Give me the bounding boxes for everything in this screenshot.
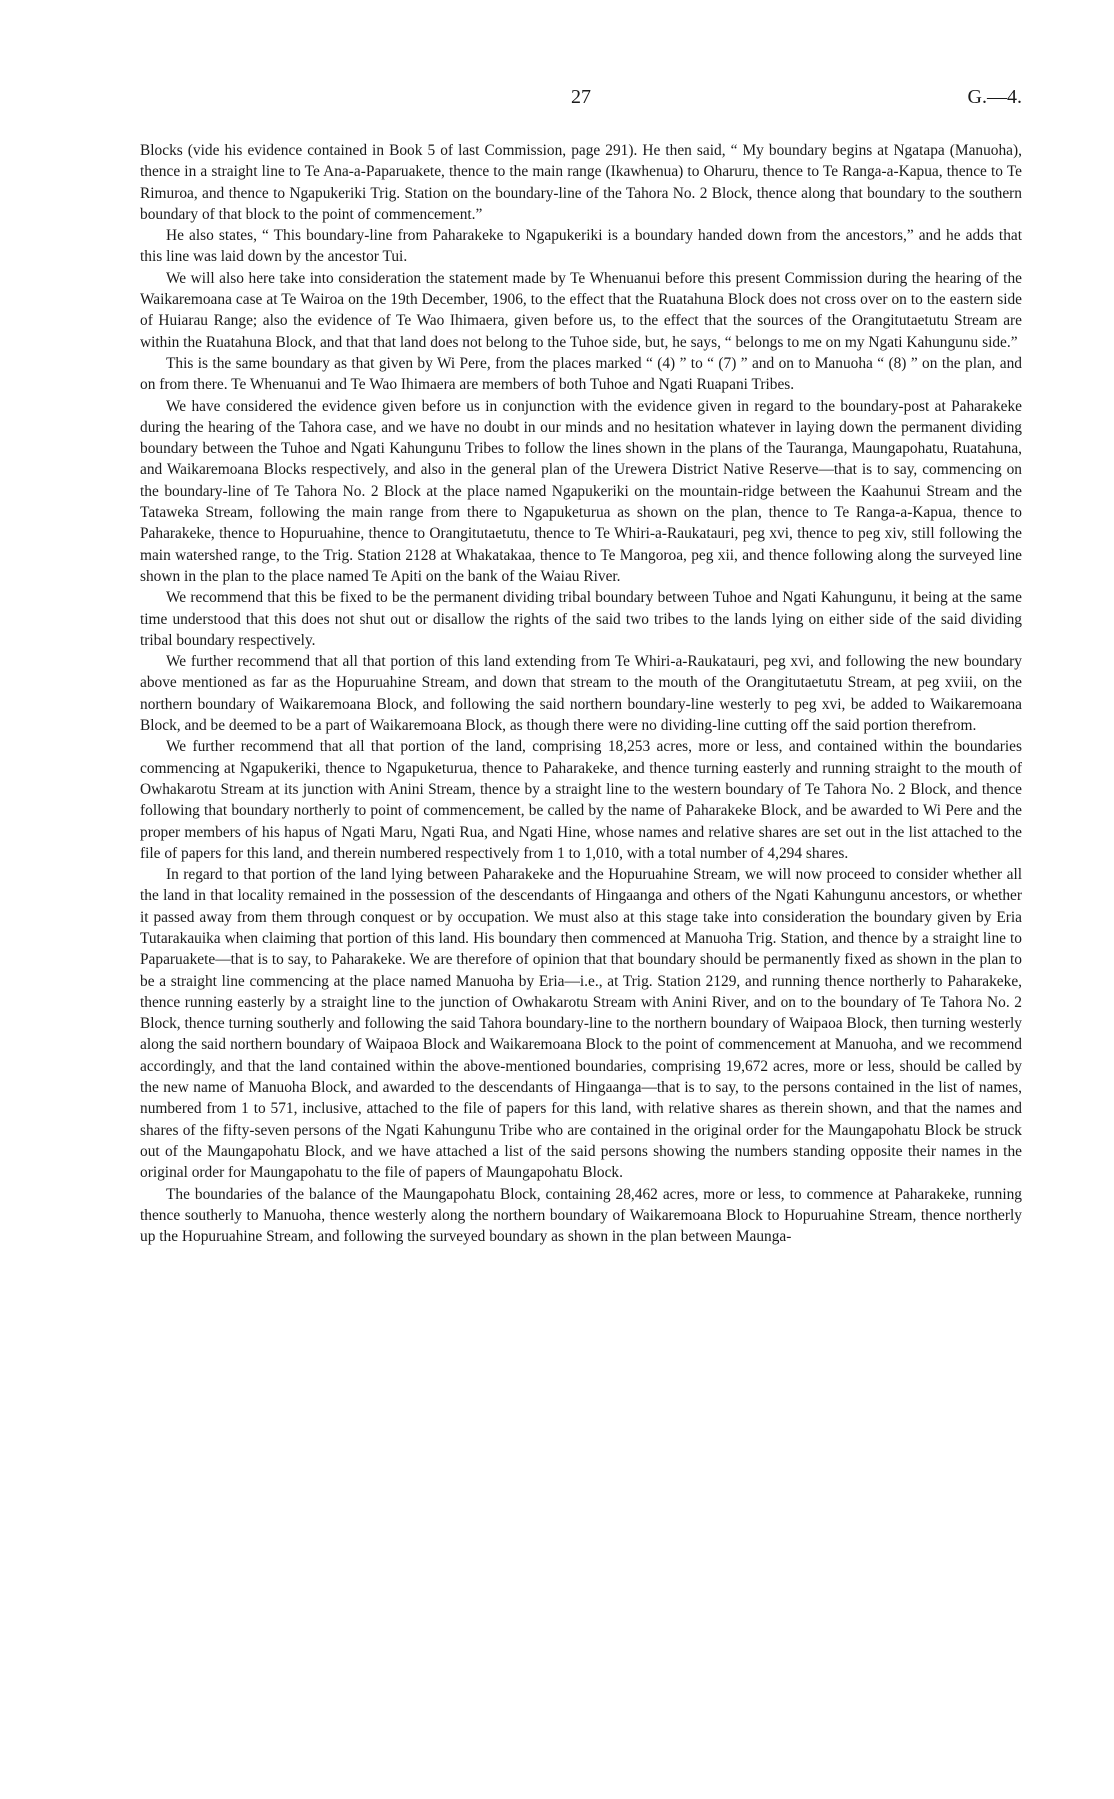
paragraph: In regard to that portion of the land lying between Paharakeke and the Hopuruahine Stream, we will now proceed to consider whether all the land in that locality remained in the possession of the descendants of Hingaanga and others of the Ngati Kahungunu ancestors, or whether it passed away from them through conquest or by occupation. We must also at this stage take into consideration the boundary given by Eria Tutarakauika when claiming that portion of this land. His boundary then commenced at Manuoha Trig. Station, and thence by a straight line to Paparuakete—that is to say, to Paharakeke. We are therefore of opinion that that boundary should be permanently fixed as shown in the plan to be a straight line commencing at the place named Manuoha by Eria—i.e., at Trig. Station 2129, and running thence northerly to Paharakeke, thence running easterly by a straight line to the junction of Owhakarotu Stream with Anini River, and on to the boundary of Te Tahora No. 2 Block, thence turning southerly and following the said Tahora boundary-line to the northern boundary of Waipaoa Block, then turning westerly along the said northern boundary of Waipaoa Block and Waikaremoana Block to the point of commencement at Manuoha, and we recommend accordingly, and that the land contained within the above-mentioned boundaries, comprising 19,672 acres, more or less, should be called by the new name of Manuoha Block, and awarded to the descendants of Hingaanga—that is to say, to the persons contained in the list of names, numbered from 1 to 571, inclusive, attached to the file of papers for this land, with relative shares as therein shown, and that the names and shares of the fifty-seven persons of the Ngati Kahungunu Tribe who are contained in the original order for the Maungapohatu Block be struck out of the Maungapohatu Block, and we have attached a list of the said persons showing the numbers standing opposite their names in the original order for Maungapohatu to the file of papers of Maungapohatu Block. (140, 866, 1022, 1182)
paragraph: He also states, “ This boundary-line from Paharakeke to Ngapukeriki is a boundary handed down from the ancestors,” and he adds that this line was laid down by the ancestor Tui. (140, 227, 1022, 266)
paragraph: We will also here take into consideration the statement made by Te Whenuanui before this present Commission during the hearing of the Waikaremoana case at Te Wairoa on the 19th December, 1906, to the effect that the Ruatahuna Block does not cross over on to the eastern side of Huiarau Range; also the evidence of Te Wao Ihimaera, given before us, to the effect that the sources of the Orangitutaetutu Stream are within the Ruatahuna Block, and that that land does not belong to the Tuhoe side, but, he says, “ belongs to me on my Ngati Kahungunu side.” (140, 269, 1022, 351)
page-header (140, 86, 1022, 110)
page-number: 27 (571, 86, 591, 108)
body-text (140, 140, 1022, 1247)
document-reference: G.—4. (967, 86, 1022, 108)
paragraph: We recommend that this be fixed to be the permanent dividing tribal boundary between Tuhoe and Ngati Kahungunu, it being at the same time understood that this does not shut out or disallow the rights of the said two tribes to the lands lying on either side of the said dividing tribal boundary respectively. (140, 589, 1022, 649)
paragraph: We further recommend that all that portion of this land extending from Te Whiri-a-Raukatauri, peg xvi, and following the new boundary above mentioned as far as the Hopuruahine Stream, and down that stream to the mouth of the Orangitutaetutu Stream, at peg xviii, on the northern boundary of Waikaremoana Block, and following the said northern boundary-line westerly to peg xvi, be added to Waikaremoana Block, and be deemed to be a part of Waikaremoana Block, as though there were no dividing-line cutting off the said portion therefrom. (140, 653, 1022, 735)
paragraph: The boundaries of the balance of the Maungapohatu Block, containing 28,462 acres, more or less, to commence at Paharakeke, running thence southerly to Manuoha, thence westerly along the northern boundary of Waikaremoana Block to Hopuruahine Stream, thence northerly up the Hopuruahine Stream, and following the surveyed boundary as shown in the plan between Maunga- (140, 1185, 1022, 1246)
paragraph: Blocks (vide his evidence contained in Book 5 of last Commission, page 291). He then said, “ My boundary begins at Ngatapa (Manuoha), thence in a straight line to Te Ana-a-Paparuakete, thence to the main range (Ikawhenua) to Oharuru, thence to Te Ranga-a-Kapua, thence to Te Rimuroa, and thence to Ngapukeriki Trig. Station on the boundary-line of the Tahora No. 2 Block, thence along that boundary to the southern boundary of that block to the point of commencement.” (140, 142, 1022, 223)
paragraph: We further recommend that all that portion of the land, comprising 18,253 acres, more or less, and contained within the boundaries commencing at Ngapukeriki, thence to Ngapuketurua, thence to Paharakeke, and thence turning easterly and running straight to the mouth of Owhakarotu Stream at its junction with Anini Stream, thence by a straight line to the western boundary of Te Tahora No. 2 Block, and thence following that boundary northerly to point of commencement, be called by the name of Paharakeke Block, and be awarded to Wi Pere and the proper members of his hapus of Ngati Maru, Ngati Rua, and Ngati Hine, whose names and relative shares are set out in the list attached to the file of papers for this land, and therein numbered respectively from 1 to 1,010, with a total number of 4,294 shares. (140, 738, 1022, 862)
paragraph: We have considered the evidence given before us in conjunction with the evidence given in regard to the boundary-post at Paharakeke during the hearing of the Tahora case, and we have no doubt in our minds and no hesitation whatever in laying down the permanent dividing boundary between the Tuhoe and Ngati Kahungunu Tribes to follow the lines shown in the plans of the Tauranga, Maungapohatu, Ruatahuna, and Waikaremoana Blocks respectively, and also in the general plan of the Urewera District Native Reserve—that is to say, commencing on the boundary-line of Te Tahora No. 2 Block at the place named Ngapukeriki on the mountain-ridge between the Kaahunui Stream and the Tataweka Stream, following the main range from there to Ngapuketurua as shown on the plan, thence to Te Ranga-a-Kapua, thence to Paharakeke, thence to Hopuruahine, thence to Orangitutaetutu, thence to Te Whiri-a-Raukatauri, peg xvi, thence to peg xiv, still following the main watershed range, to the Trig. Station 2128 at Whakatakaa, thence to Te Mangoroa, peg xii, and thence following along the surveyed line shown in the plan to the place named Te Apiti on the bank of the Waiau River. (140, 397, 1022, 585)
paragraph: This is the same boundary as that given by Wi Pere, from the places marked “ (4) ” to “ (7) ” and on to Manuoha “ (8) ” on the plan, and on from there. Te Whenuanui and Te Wao Ihimaera are members of both Tuhoe and Ngati Ruapani Tribes. (140, 354, 1022, 394)
